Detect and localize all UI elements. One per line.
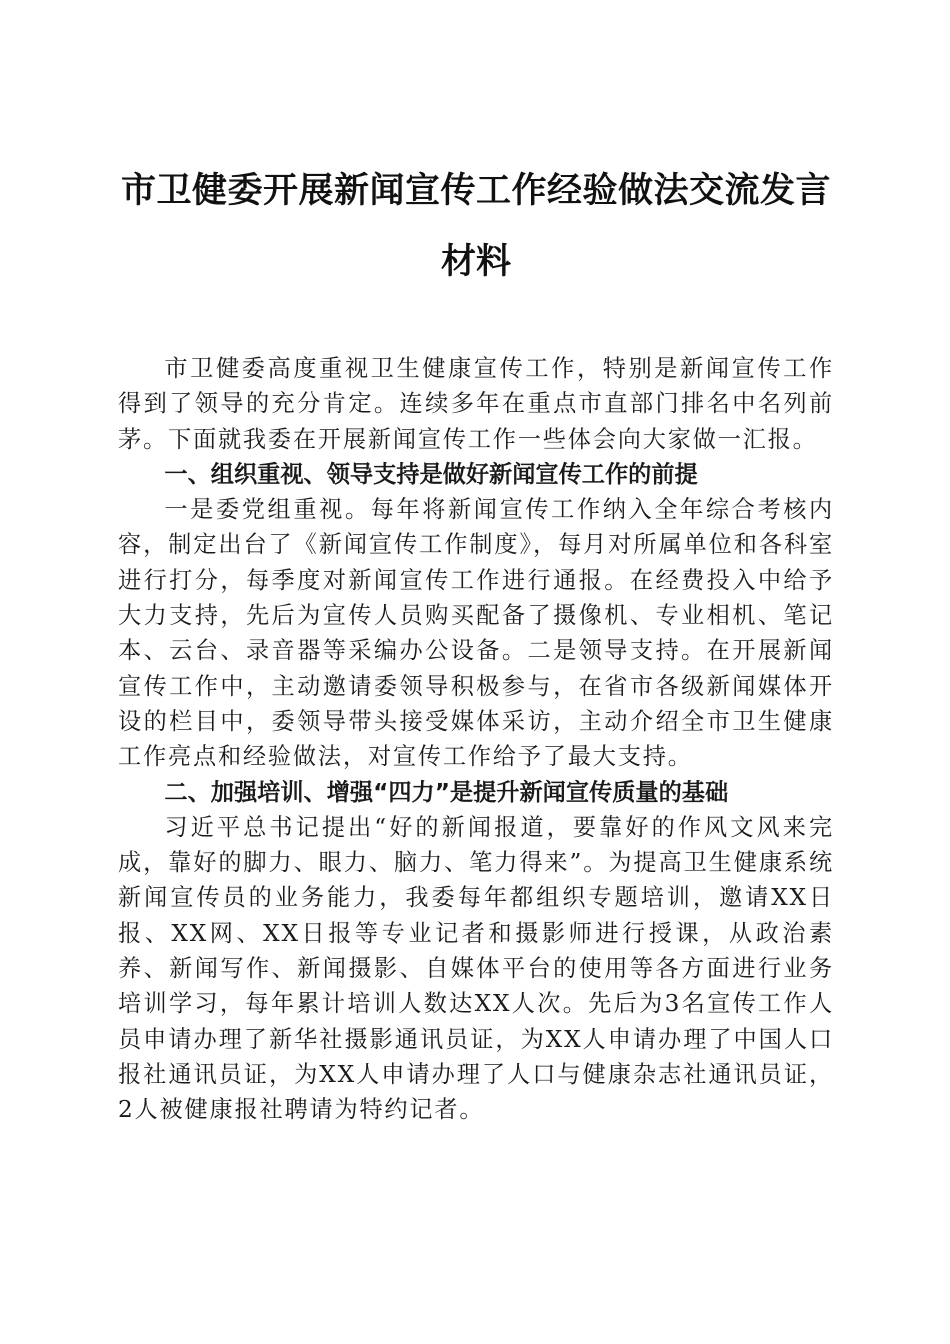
document-title (118, 168, 834, 285)
document-body (118, 351, 834, 1128)
section-1-heading: 一、组织重视、领导支持是做好新闻宣传工作的前提 (164, 460, 698, 488)
section-2-heading: 二、加强培训、增强“四力”是提升新闻宣传质量的基础 (164, 778, 729, 806)
title-line-2: 材料 (440, 241, 511, 282)
title-line-1: 市卫健委开展新闻宣传工作经验做法交流发言 (120, 170, 831, 211)
document-page (118, 168, 834, 1128)
section-1-paragraph: 一是委党组重视。每年将新闻宣传工作纳入全年综合考核内容，制定出台了《新闻宣传工作制度》，每月对所属单位和各科室进行打分，每季度对新闻宣传工作进行通报。在经费投入中给予大力支持，先后为宣传人员购买配备了摄像机、专业相机、笔记本、云台、录音器等采编办公设备。二是领导支持。在开展新闻宣传工作中，主动邀请委领导积极参与，在省市各级新闻媒体开设的栏目中，委领导带头接受媒体采访，主动介绍全市卫生健康工作亮点和经验做法，对宣传工作给予了最大支持。 (118, 496, 834, 771)
intro-paragraph: 市卫健委高度重视卫生健康宣传工作，特别是新闻宣传工作得到了领导的充分肯定。连续多年在重点市直部门排名中名列前茅。下面就我委在开展新闻宣传工作一些体会向大家做一汇报。 (118, 355, 834, 453)
section-2-paragraph: 习近平总书记提出“好的新闻报道，要靠好的作风文风来完成，靠好的脚力、眼力、脑力、笔力得来”。为提高卫生健康系统新闻宣传员的业务能力，我委每年都组织专题培训，邀请XX日报、XX网、XX日报等专业记者和摄影师进行授课，从政治素养、新闻写作、新闻摄影、自媒体平台的使用等各方面进行业务培训学习，每年累计培训人数达XX人次。先后为3名宣传工作人员申请办理了新华社摄影通讯员证，为XX人申请办理了中国人口报社通讯员证，为XX人申请办理了人口与健康杂志社通讯员证，2人被健康报社聘请为特约记者。 (118, 813, 834, 1124)
